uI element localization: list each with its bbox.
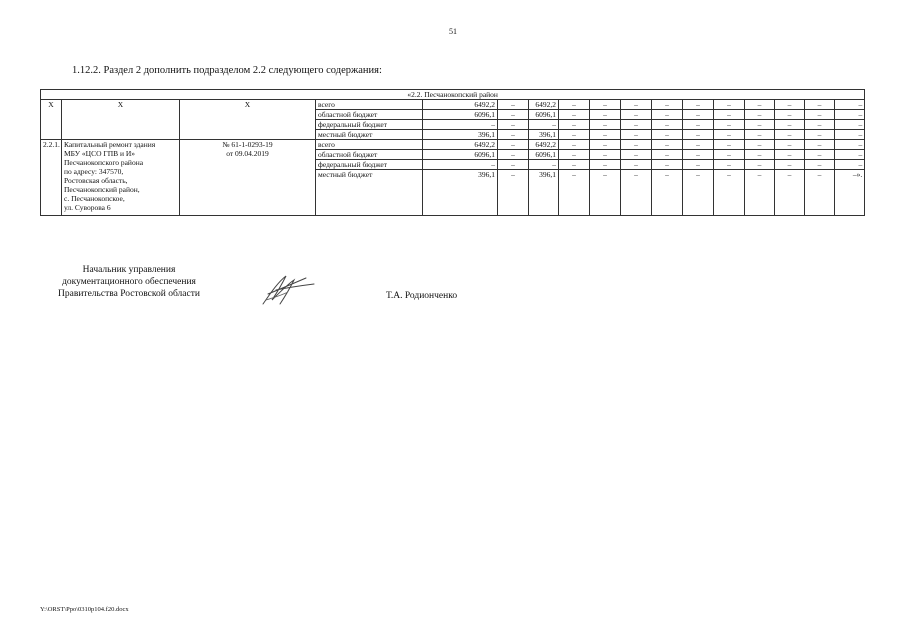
year-value-cell: –: [775, 160, 805, 170]
object-name-line: с. Песчанокопское,: [64, 194, 125, 203]
year-value-cell: –: [745, 140, 775, 150]
year-value-cell: –: [652, 120, 683, 130]
value-cell: 396,1: [529, 170, 559, 216]
value-cell: –: [498, 170, 529, 216]
total-value: 6492,2: [423, 140, 498, 150]
year-value-cell: –: [835, 140, 865, 150]
object-name-line: по адресу: 347570,: [64, 167, 124, 176]
year-value-cell: –: [835, 130, 865, 140]
year-value-cell: –: [775, 110, 805, 120]
year-value-cell: –: [805, 140, 835, 150]
year-value-cell: –: [683, 140, 714, 150]
table-row: [41, 100, 865, 110]
year-value-cell: –: [714, 100, 745, 110]
year-value-cell: –: [559, 140, 590, 150]
handwritten-signature: [258, 270, 320, 310]
value-cell: –: [498, 100, 529, 110]
document-ref-line: № 61-1-0293-19: [222, 140, 273, 149]
year-value-cell: –».: [835, 170, 865, 216]
signatory-name: Т.А. Родионченко: [386, 291, 458, 301]
document-ref: Х: [180, 100, 316, 140]
year-value-cell: –: [652, 130, 683, 140]
row-number: 2.2.1.: [41, 140, 62, 216]
year-value-cell: –: [621, 150, 652, 160]
year-value-cell: –: [683, 170, 714, 216]
budget-table: [40, 89, 865, 216]
year-value-cell: –: [590, 130, 621, 140]
year-value-cell: –: [745, 150, 775, 160]
object-name-line: Песчанокопского района: [64, 158, 144, 167]
year-value-cell: –: [714, 160, 745, 170]
year-value-cell: –: [559, 100, 590, 110]
year-value-cell: –: [590, 100, 621, 110]
document-ref-line: от 09.04.2019: [226, 149, 269, 158]
section-title: «2.2. Песчанокопский район: [41, 90, 865, 100]
year-value-cell: –: [621, 130, 652, 140]
year-value-cell: –: [745, 120, 775, 130]
year-value-cell: –: [805, 100, 835, 110]
year-value-cell: –: [805, 150, 835, 160]
page-number: 51: [449, 27, 457, 36]
year-value-cell: –: [590, 150, 621, 160]
year-value-cell: –: [714, 150, 745, 160]
funding-source: местный бюджет: [316, 170, 423, 216]
year-value-cell: –: [652, 110, 683, 120]
position-line: Правительства Ростовской области: [58, 289, 200, 299]
year-value-cell: –: [621, 140, 652, 150]
year-value-cell: –: [590, 160, 621, 170]
year-value-cell: –: [714, 130, 745, 140]
year-value-cell: –: [559, 170, 590, 216]
year-value-cell: –: [775, 170, 805, 216]
total-value: –: [423, 120, 498, 130]
intro-text: 1.12.2. Раздел 2 дополнить подразделом 2.2 следующего содержания:: [72, 65, 382, 76]
year-value-cell: –: [805, 160, 835, 170]
year-value-cell: –: [775, 140, 805, 150]
year-value-cell: –: [835, 100, 865, 110]
value-cell: –: [498, 150, 529, 160]
funding-source: всего: [316, 140, 423, 150]
year-value-cell: –: [652, 100, 683, 110]
object-name-line: Ростовская область,: [64, 176, 128, 185]
object-name-line: МБУ «ЦСО ГПВ и И»: [64, 149, 136, 158]
value-cell: –: [498, 130, 529, 140]
year-value-cell: –: [714, 110, 745, 120]
object-name-line: Песчанокопский район,: [64, 185, 140, 194]
year-value-cell: –: [775, 120, 805, 130]
funding-source: федеральный бюджет: [316, 120, 423, 130]
value-cell: 6096,1: [529, 150, 559, 160]
year-value-cell: –: [745, 160, 775, 170]
total-value: 396,1: [423, 170, 498, 216]
year-value-cell: –: [683, 150, 714, 160]
year-value-cell: –: [559, 160, 590, 170]
year-value-cell: –: [621, 110, 652, 120]
value-cell: –: [529, 120, 559, 130]
year-value-cell: –: [559, 130, 590, 140]
total-value: 6096,1: [423, 110, 498, 120]
position-line: Начальник управления: [82, 265, 176, 275]
year-value-cell: –: [714, 120, 745, 130]
total-value: –: [423, 160, 498, 170]
object-name-line: Капитальный ремонт здания: [64, 140, 156, 149]
year-value-cell: –: [590, 120, 621, 130]
document-ref: [180, 140, 316, 216]
year-value-cell: –: [621, 170, 652, 216]
value-cell: –: [498, 110, 529, 120]
year-value-cell: –: [714, 170, 745, 216]
year-value-cell: –: [745, 130, 775, 140]
year-value-cell: –: [775, 150, 805, 160]
total-value: 6096,1: [423, 150, 498, 160]
value-cell: –: [529, 160, 559, 170]
year-value-cell: –: [805, 130, 835, 140]
year-value-cell: –: [775, 100, 805, 110]
signatory-position: [40, 264, 218, 300]
year-value-cell: –: [683, 160, 714, 170]
value-cell: –: [498, 120, 529, 130]
year-value-cell: –: [805, 170, 835, 216]
object-name-line: ул. Суворова 6: [64, 203, 111, 212]
value-cell: 6492,2: [529, 140, 559, 150]
total-value: 6492,2: [423, 100, 498, 110]
year-value-cell: –: [559, 110, 590, 120]
value-cell: 396,1: [529, 130, 559, 140]
year-value-cell: –: [683, 110, 714, 120]
year-value-cell: –: [652, 170, 683, 216]
year-value-cell: –: [835, 150, 865, 160]
position-line: документационного обеспечения: [62, 277, 196, 287]
year-value-cell: –: [683, 130, 714, 140]
object-name: [62, 140, 180, 216]
year-value-cell: –: [805, 110, 835, 120]
funding-source: областной бюджет: [316, 110, 423, 120]
year-value-cell: –: [559, 150, 590, 160]
year-value-cell: –: [621, 160, 652, 170]
year-value-cell: –: [559, 120, 590, 130]
year-value-cell: –: [590, 140, 621, 150]
funding-source: областной бюджет: [316, 150, 423, 160]
object-name: Х: [62, 100, 180, 140]
year-value-cell: –: [652, 160, 683, 170]
year-value-cell: –: [683, 120, 714, 130]
year-value-cell: –: [835, 160, 865, 170]
year-value-cell: –: [745, 100, 775, 110]
year-value-cell: –: [745, 170, 775, 216]
table-row: [41, 140, 865, 150]
year-value-cell: –: [835, 120, 865, 130]
year-value-cell: –: [652, 150, 683, 160]
year-value-cell: –: [590, 170, 621, 216]
year-value-cell: –: [775, 130, 805, 140]
value-cell: –: [498, 160, 529, 170]
year-value-cell: –: [745, 110, 775, 120]
funding-source: местный бюджет: [316, 130, 423, 140]
section-title-row: [41, 90, 865, 100]
funding-source: федеральный бюджет: [316, 160, 423, 170]
value-cell: 6096,1: [529, 110, 559, 120]
row-number: Х: [41, 100, 62, 140]
year-value-cell: –: [835, 110, 865, 120]
year-value-cell: –: [714, 140, 745, 150]
value-cell: 6492,2: [529, 100, 559, 110]
year-value-cell: –: [621, 100, 652, 110]
file-path-footer: Y:\ORST\Ppo\0310p104.f20.docx: [40, 606, 129, 613]
year-value-cell: –: [805, 120, 835, 130]
year-value-cell: –: [652, 140, 683, 150]
year-value-cell: –: [590, 110, 621, 120]
year-value-cell: –: [683, 100, 714, 110]
total-value: 396,1: [423, 130, 498, 140]
funding-source: всего: [316, 100, 423, 110]
table-body: [41, 90, 865, 216]
year-value-cell: –: [621, 120, 652, 130]
value-cell: –: [498, 140, 529, 150]
